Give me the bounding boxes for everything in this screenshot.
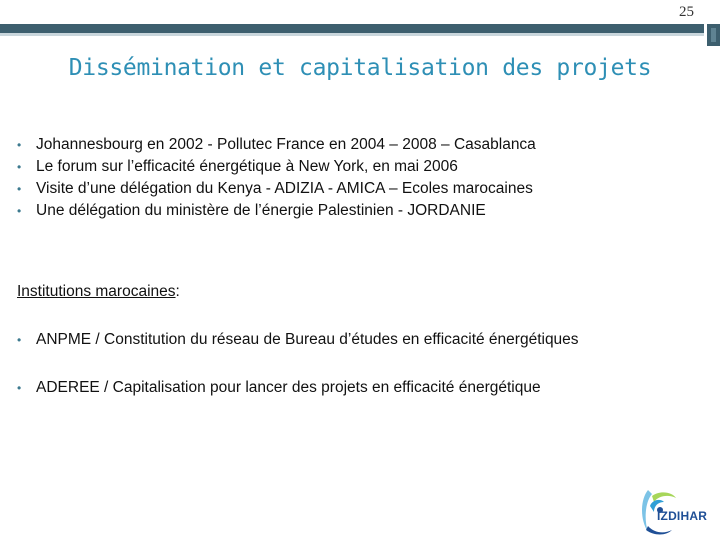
- bullet-text: Visite d’une délégation du Kenya - ADIZIA - AMICA – Ecoles marocaines: [36, 180, 533, 197]
- institutions-label: Institutions marocaines: [17, 283, 176, 300]
- institution-item-aderee: [17, 379, 541, 397]
- list-item: [17, 134, 536, 156]
- slide-title: Dissémination et capitalisation des projets: [68, 55, 652, 81]
- institutions-heading: [17, 283, 180, 301]
- bullet-text: Le forum sur l’efficacité énergétique à New York, en mai 2006: [36, 158, 458, 175]
- corner-decoration: [707, 24, 720, 46]
- institution-item-anpme: [17, 331, 579, 349]
- logo-text: IZDIHAR: [657, 509, 708, 523]
- institution-text: ADEREE / Capitalisation pour lancer des projets en efficacité énergétique: [36, 379, 541, 396]
- institutions-colon: :: [175, 283, 180, 300]
- list-item: [17, 156, 536, 178]
- header-band-light: [0, 33, 704, 36]
- bullet-dot-icon: •: [17, 204, 22, 218]
- bullet-dot-icon: •: [17, 138, 22, 152]
- slide-number: 25: [679, 4, 694, 20]
- list-item: [17, 200, 536, 222]
- list-item: [17, 178, 536, 200]
- header-band: [0, 24, 704, 33]
- bullet-list: [17, 134, 536, 222]
- bullet-text: Johannesbourg en 2002 - Pollutec France en 2004 – 2008 – Casablanca: [36, 136, 536, 153]
- institution-text: ANPME / Constitution du réseau de Bureau d’études en efficacité énergétiques: [36, 331, 579, 348]
- bullet-dot-icon: •: [17, 160, 22, 174]
- bullet-dot-icon: •: [17, 182, 22, 196]
- bullet-text: Une délégation du ministère de l’énergie Palestinien - JORDANIE: [36, 202, 486, 219]
- bullet-dot-icon: •: [17, 333, 22, 347]
- bullet-dot-icon: •: [17, 381, 22, 395]
